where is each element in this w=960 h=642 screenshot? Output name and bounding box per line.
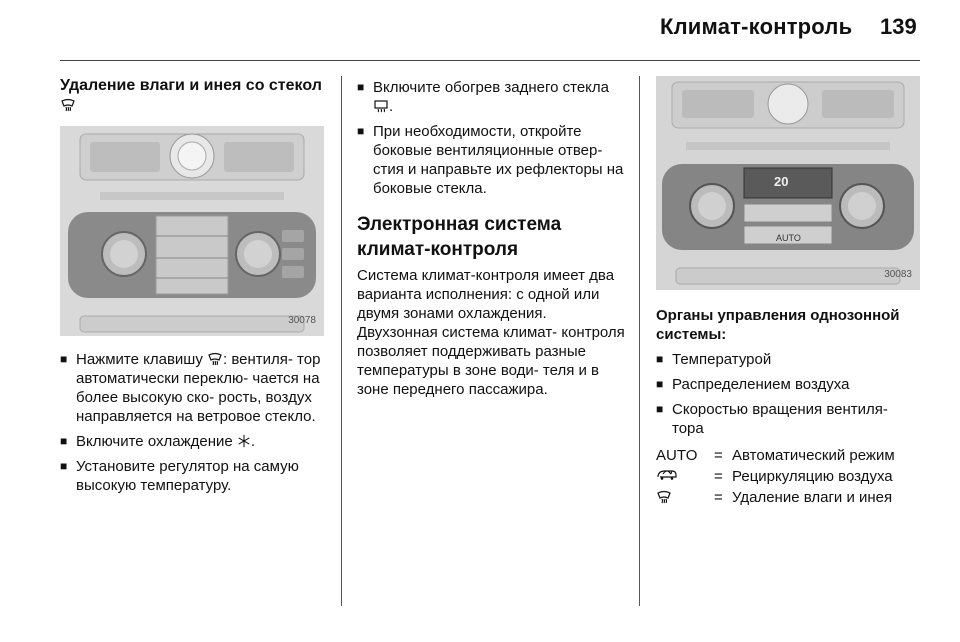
legend-equals: = bbox=[714, 468, 723, 485]
list-item: ■ При необходимости, откройте боковые вентиляционные отвер- стия и направьте их рефлекторы на боковые стекла. bbox=[357, 122, 625, 198]
list-item: ■ Скоростью вращения вентиля- тора bbox=[656, 400, 918, 438]
display-temperature: 20 bbox=[774, 174, 789, 189]
climate-panel-drawing bbox=[60, 126, 324, 336]
defrost-steps-list bbox=[60, 350, 328, 495]
legend-equals: = bbox=[714, 447, 723, 464]
symbol-legend bbox=[656, 446, 918, 507]
legend-text: Автоматический режим bbox=[732, 447, 895, 464]
legend-symbol-auto: AUTO bbox=[656, 447, 698, 464]
legend-symbol-defrost bbox=[656, 488, 714, 507]
legend-text: Рециркуляцию воздуха bbox=[732, 468, 893, 485]
rear-window-list bbox=[357, 78, 625, 198]
header-rule bbox=[60, 60, 920, 61]
page-title: Климат-контроль bbox=[660, 14, 853, 39]
column-divider-1 bbox=[341, 76, 342, 606]
single-zone-controls-list bbox=[656, 350, 918, 438]
list-item: ■ Распределением воздуха bbox=[656, 375, 918, 394]
legend-equals: = bbox=[714, 489, 723, 506]
climate-description: Система климат-контроля имеет два варианта исполнения: с одной или двумя зонами охлаждения. Двухзонная система климат- контроля позволяет поддерживать разные температуры в зоне води- теля и в зоне переднего пассажира. bbox=[357, 267, 625, 398]
section-heading-defrost: Удаление влаги и инея со стекол bbox=[60, 76, 328, 116]
windshield-defrost-icon bbox=[656, 490, 672, 504]
rear-window-heating-icon bbox=[373, 99, 389, 113]
list-item: ■ Нажмите клавишу : вентиля- тор автоматически переклю- чается на более высокую ско- рость, воздух направляется на ветровое стекло. bbox=[60, 350, 328, 426]
snowflake-icon bbox=[237, 434, 251, 448]
climate-panel-photo-left bbox=[60, 126, 324, 336]
list-item: ■ Включите обогрев заднего стекла . bbox=[357, 78, 625, 116]
column-divider-2 bbox=[639, 76, 640, 606]
section-heading-electronic-climate: Электронная система климат-контроля bbox=[357, 214, 562, 260]
climate-panel-photo-right bbox=[656, 76, 920, 290]
recirculation-icon bbox=[656, 467, 678, 481]
list-item: ■ Установите регулятор на самую высокую температуру. bbox=[60, 457, 328, 495]
list-item: ■ Температурой bbox=[656, 350, 918, 369]
display-auto-label: AUTO bbox=[776, 233, 801, 243]
photo-code: 30083 bbox=[884, 269, 912, 280]
legend-text: Удаление влаги и инея bbox=[732, 489, 893, 506]
photo-code: 30078 bbox=[288, 315, 316, 326]
list-item: ■ Включите охлаждение . bbox=[60, 432, 328, 451]
windshield-defrost-icon bbox=[207, 352, 223, 366]
legend-symbol-recirculation bbox=[656, 467, 714, 486]
windshield-defrost-icon bbox=[60, 98, 76, 112]
column-left bbox=[60, 76, 328, 501]
column-middle bbox=[357, 78, 625, 399]
column-right bbox=[656, 76, 918, 507]
page-number: 139 bbox=[880, 14, 917, 39]
single-zone-controls-heading: Органы управления однозонной системы: bbox=[656, 307, 900, 343]
